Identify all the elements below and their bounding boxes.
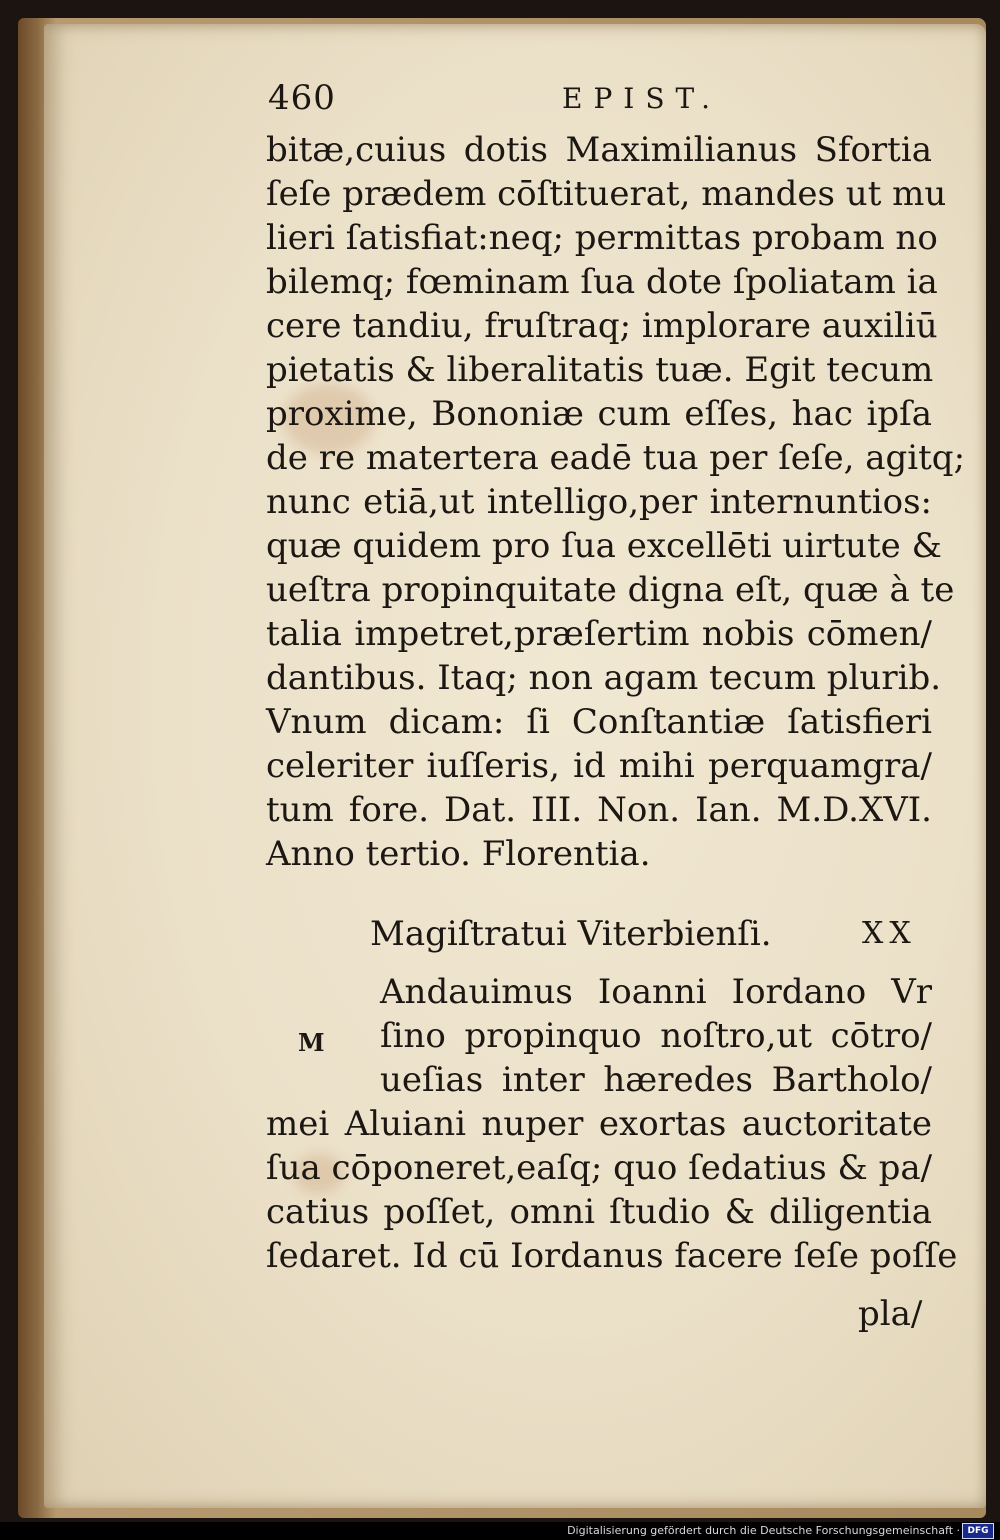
text-line: talia impetret,præſertim nobis cōmen/ [266, 614, 932, 654]
text-line: quæ quidem pro ſua excellēti uirtute & [266, 526, 942, 566]
letter-body-indented [380, 970, 932, 1102]
text-line: ueſtra propinquitate digna eſt, quæ à te [266, 570, 955, 610]
initial-letter: M [298, 1028, 325, 1057]
text-line: bitæ,cuius dotis Maximilianus Sfortia [266, 130, 932, 170]
text-line: de re matertera eadē tua per ſeſe, agitq; [266, 438, 966, 478]
text-line: proxime, Bononiæ cum eſſes, hac ipſa [266, 394, 932, 434]
running-head: EPIST. [562, 82, 721, 115]
text-line: Anno tertio. Florentia. [266, 834, 651, 874]
text-line: Vnum dicam: ſi Conſtantiæ ſatisfieri [266, 702, 932, 742]
text-line: celeriter iuſſeris, id mihi perquamgra/ [266, 746, 932, 786]
text-line: ſua cōponeret,eaſq; quo ſedatius & pa/ [266, 1148, 933, 1188]
text-line: mei Aluiani nuper exortas auctoritate [266, 1104, 932, 1144]
page-number: 460 [268, 78, 336, 118]
letter-heading: Magiſtratui Viterbienſi. [370, 914, 772, 954]
funding-credit: Digitalisierung gefördert durch die Deutsche Forschungsgemeinschaft · [567, 1524, 960, 1537]
text-line: lieri ſatisfiat:neq; permittas probam no [266, 218, 938, 258]
text-line: dantibus. Itaq; non agam tecum plurib. [266, 658, 942, 698]
text-line: tum fore. Dat. III. Non. Ian. M.D.XVI. [266, 790, 932, 830]
text-line: ſedaret. Id cū Iordanus facere ſeſe poſſe [266, 1236, 958, 1276]
text-line: bilemq; fœminam ſua dote ſpoliatam ia [266, 262, 938, 302]
text-line: Andauimus Ioanni Iordano Vr [380, 972, 932, 1012]
letter-body [266, 128, 966, 876]
text-line: ueſias inter hæredes Bartholo/ [380, 1060, 932, 1100]
text-line: pietatis & liberalitatis tuæ. Egit tecum [266, 350, 934, 390]
text-line: ſeſe prædem cōſtituerat, mandes ut mu [266, 174, 947, 214]
text-line: nunc etiā,ut intelligo,per internuntios: [266, 482, 932, 522]
letter-number: XX [862, 916, 917, 951]
letter-body [266, 1102, 958, 1278]
text-line: cere tandiu, fruſtraq; implorare auxiliū [266, 306, 938, 346]
dfg-logo: DFG [962, 1523, 994, 1539]
text-line: catius poſſet, omni ſtudio & diligentia [266, 1192, 932, 1232]
catchword: pla/ [858, 1294, 923, 1334]
text-line: ſino propinquo noſtro,ut cōtro/ [380, 1016, 932, 1056]
